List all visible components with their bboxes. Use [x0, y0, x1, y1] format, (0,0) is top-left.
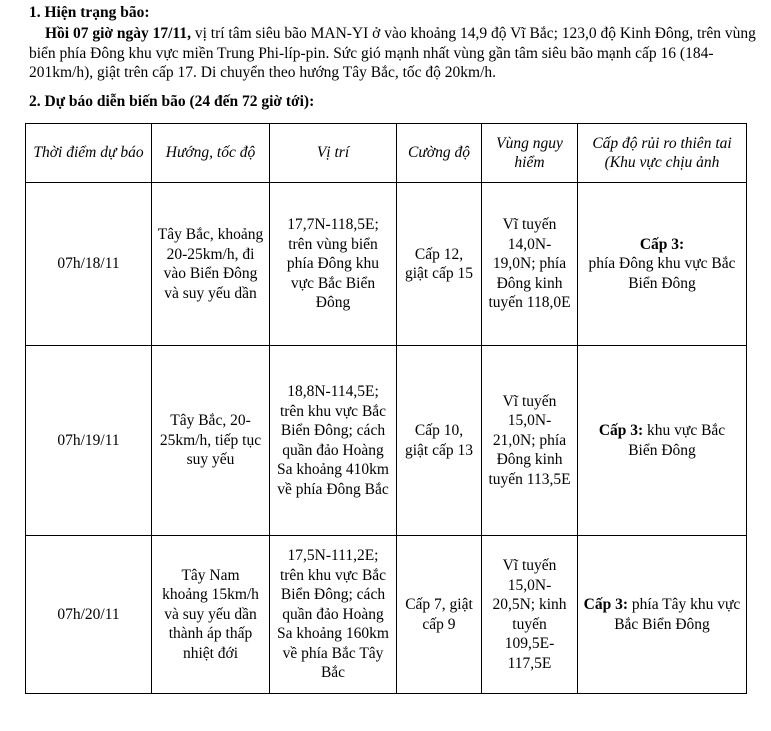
- cell-intensity: Cấp 12, giật cấp 15: [397, 183, 482, 346]
- cell-risk-level: [578, 346, 747, 536]
- cell-position: 17,5N-111,2E; trên khu vực Bắc Biển Đông; cách quần đảo Hoàng Sa khoảng 160km về phía Bắc Tây Bắc: [270, 536, 397, 694]
- risk-level-label: Cấp 3:: [598, 422, 644, 439]
- header-risk-level: Cấp độ rủi ro thiên tai (Khu vực chịu ảnh: [578, 124, 747, 183]
- cell-time: 07h/18/11: [26, 183, 152, 346]
- status-text: vị trí tâm siêu bão MAN-YI ở vào khoảng 14,9 độ Vĩ Bắc; 123,0 độ Kinh Đông, trên vùng biển phía Đông khu vực miền Trung Phi-líp-pin. Sức gió mạnh nhất vùng gần tâm siêu bão mạnh cấp 16 (184-201km/h), giật trên cấp 17. Di chuyển theo hướng Tây Bắc, tốc độ 20km/h.: [29, 25, 756, 81]
- risk-level-label: Cấp 3:: [639, 235, 685, 253]
- risk-level-label: Cấp 3:: [583, 596, 629, 613]
- header-time: Thời điểm dự báo: [26, 124, 152, 183]
- cell-direction: Tây Nam khoảng 15km/h và suy yếu dần thành áp thấp nhiệt đới: [152, 536, 270, 694]
- table-row: [26, 183, 747, 346]
- cell-danger-zone: Vĩ tuyến 14,0N-19,0N; phía Đông kinh tuyến 118,0E: [482, 183, 578, 346]
- table-row: [26, 346, 747, 536]
- forecast-table: [25, 123, 747, 694]
- risk-level-text: phía Đông khu vực Bắc Biển Đông: [588, 255, 736, 292]
- cell-risk-level: [578, 183, 747, 346]
- status-lead: Hồi 07 giờ ngày 17/11,: [45, 25, 191, 42]
- cell-position: 17,7N-118,5E; trên vùng biển phía Đông khu vực Bắc Biển Đông: [270, 183, 397, 346]
- header-direction: Hướng, tốc độ: [152, 124, 270, 183]
- section-1-title: 1. Hiện trạng bão:: [29, 4, 150, 21]
- header-intensity: Cường độ: [397, 124, 482, 183]
- table-header-row: [26, 124, 747, 183]
- cell-intensity: Cấp 7, giật cấp 9: [397, 536, 482, 694]
- risk-level-text: phía Tây khu vực Bắc Biển Đông: [614, 596, 741, 633]
- section-2-title: 2. Dự báo diễn biến bão (24 đến 72 giờ tới):: [29, 93, 315, 110]
- cell-time: 07h/20/11: [26, 536, 152, 694]
- risk-level-text: khu vực Bắc Biển Đông: [628, 422, 726, 459]
- header-danger-zone: Vùng nguy hiểm: [482, 124, 578, 183]
- header-position: Vị trí: [270, 124, 397, 183]
- table-row: [26, 536, 747, 694]
- cell-danger-zone: Vĩ tuyến 15,0N-20,5N; kinh tuyến 109,5E-117,5E: [482, 536, 578, 694]
- cell-direction: Tây Bắc, khoảng 20-25km/h, đi vào Biển Đông và suy yếu dần: [152, 183, 270, 346]
- cell-direction: Tây Bắc, 20-25km/h, tiếp tục suy yếu: [152, 346, 270, 536]
- cell-danger-zone: Vĩ tuyến 15,0N-21,0N; phía Đông kinh tuyến 113,5E: [482, 346, 578, 536]
- cell-position: 18,8N-114,5E; trên khu vực Bắc Biển Đông; cách quần đảo Hoàng Sa khoảng 410km về phía Đông Bắc: [270, 346, 397, 536]
- current-status-paragraph: [29, 24, 764, 83]
- cell-time: 07h/19/11: [26, 346, 152, 536]
- cell-intensity: Cấp 10, giật cấp 13: [397, 346, 482, 536]
- cell-risk-level: [578, 536, 747, 694]
